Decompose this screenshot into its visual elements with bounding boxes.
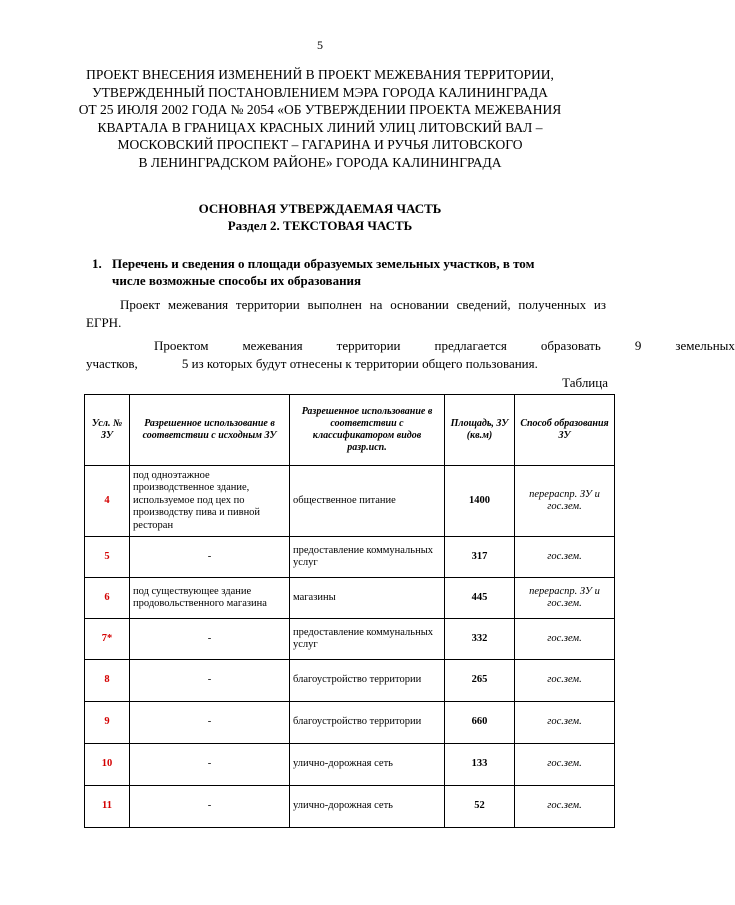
table-row [85, 578, 615, 619]
plot-area: 660 [445, 702, 515, 744]
classified-use: общественное питание [290, 466, 445, 537]
column-header: Разрешенное использование в соответствии с классификатором видов разр.исп. [290, 395, 445, 466]
plot-area: 445 [445, 578, 515, 619]
formation-method: гос.зем. [515, 702, 615, 744]
item-heading-line: Перечень и сведения о площади образуемых земельных участков, в том [112, 256, 535, 271]
formation-method: гос.зем. [515, 660, 615, 702]
paragraph-line: Проект межевания территории выполнен на основании сведений, полученных из [120, 297, 606, 312]
paragraph-proposal [86, 337, 735, 373]
table-row [85, 466, 615, 537]
table-header-row [85, 395, 615, 466]
original-use: - [130, 702, 290, 744]
section-title: ОСНОВНАЯ УТВЕРЖДАЕМАЯ ЧАСТЬ [198, 201, 442, 216]
plot-number: 7* [85, 619, 130, 660]
classified-use: улично-дорожная сеть [290, 786, 445, 828]
formation-method: гос.зем. [515, 786, 615, 828]
plot-number: 6 [85, 578, 130, 619]
item-heading [92, 255, 592, 289]
original-use: - [130, 660, 290, 702]
word: Проектом [154, 338, 209, 353]
column-header: Разрешенное использование в соответствии с исходным ЗУ [130, 395, 290, 466]
original-use: под одноэтажное производственное здание, используемое под цех по производству пива и пивной ресторан [130, 466, 290, 537]
table-row [85, 660, 615, 702]
word: территории [336, 338, 401, 353]
word: 9 [634, 338, 642, 353]
original-use: - [130, 619, 290, 660]
classified-use: магазины [290, 578, 445, 619]
plot-area: 133 [445, 744, 515, 786]
word: образовать [540, 338, 601, 353]
plot-number: 5 [85, 537, 130, 578]
title-line: КВАРТАЛА В ГРАНИЦАХ КРАСНЫХ ЛИНИЙ УЛИЦ ЛИТОВСКИЙ ВАЛ – [97, 119, 543, 135]
formation-method: перераспр. ЗУ и гос.зем. [515, 578, 615, 619]
page-number: 5 [317, 38, 323, 52]
column-header: Усл. № ЗУ [85, 395, 130, 466]
document-title [60, 66, 580, 172]
word: предлагается [434, 338, 507, 353]
word: земельных [675, 338, 735, 353]
title-line: ОТ 25 ИЮЛЯ 2002 ГОДА № 2054 «ОБ УТВЕРЖДЕНИИ ПРОЕКТА МЕЖЕВАНИЯ [78, 102, 562, 118]
table-row [85, 537, 615, 578]
land-plots-table [84, 394, 615, 828]
plot-area: 265 [445, 660, 515, 702]
classified-use: предоставление коммунальных услуг [290, 619, 445, 660]
title-line: МОСКОВСКИЙ ПРОСПЕКТ – ГАГАРИНА И РУЧЬЯ ЛИТОВСКОГО [117, 137, 523, 153]
classified-use: предоставление коммунальных услуг [290, 537, 445, 578]
original-use: под существующее здание продовольственного магазина [130, 578, 290, 619]
column-header: Способ образования ЗУ [515, 395, 615, 466]
plot-number: 8 [85, 660, 130, 702]
paragraph-fragment: 5 из которых будут отнесены к территории общего пользования. [181, 356, 538, 371]
plot-number: 11 [85, 786, 130, 828]
section-subtitle: Раздел 2. ТЕКСТОВАЯ ЧАСТЬ [227, 218, 413, 233]
original-use: - [130, 537, 290, 578]
column-header: Площадь, ЗУ (кв.м) [445, 395, 515, 466]
title-line: УТВЕРЖДЕННЫЙ ПОСТАНОВЛЕНИЕМ МЭРА ГОРОДА КАЛИНИНГРАДА [92, 84, 548, 100]
table-caption: Таблица [562, 375, 608, 390]
classified-use: улично-дорожная сеть [290, 744, 445, 786]
plot-area: 52 [445, 786, 515, 828]
classified-use: благоустройство территории [290, 702, 445, 744]
paragraph-line [86, 337, 735, 355]
title-line: ПРОЕКТ ВНЕСЕНИЯ ИЗМЕНЕНИЙ В ПРОЕКТ МЕЖЕВАНИЯ ТЕРРИТОРИИ, [86, 67, 554, 82]
plot-area: 317 [445, 537, 515, 578]
plot-number: 9 [85, 702, 130, 744]
paragraph-fragment: участков, [86, 356, 138, 371]
plot-number: 10 [85, 744, 130, 786]
original-use: - [130, 786, 290, 828]
table-row [85, 619, 615, 660]
title-line: В ЛЕНИНГРАДСКОМ РАЙОНЕ» ГОРОДА КАЛИНИНГРАДА [138, 154, 502, 170]
table-row [85, 744, 615, 786]
plot-area: 1400 [445, 466, 515, 537]
paragraph-basis [86, 296, 606, 332]
formation-method: гос.зем. [515, 537, 615, 578]
section-heading [0, 200, 640, 234]
table-row [85, 702, 615, 744]
word: межевания [242, 338, 303, 353]
item-heading-line: числе возможные способы их образования [112, 273, 362, 288]
item-number: 1. [92, 256, 102, 271]
paragraph-line [86, 355, 606, 373]
formation-method: гос.зем. [515, 619, 615, 660]
table-row [85, 786, 615, 828]
plot-area: 332 [445, 619, 515, 660]
classified-use: благоустройство территории [290, 660, 445, 702]
formation-method: перераспр. ЗУ и гос.зем. [515, 466, 615, 537]
paragraph-line: ЕГРН. [86, 315, 122, 330]
plot-number: 4 [85, 466, 130, 537]
original-use: - [130, 744, 290, 786]
formation-method: гос.зем. [515, 744, 615, 786]
